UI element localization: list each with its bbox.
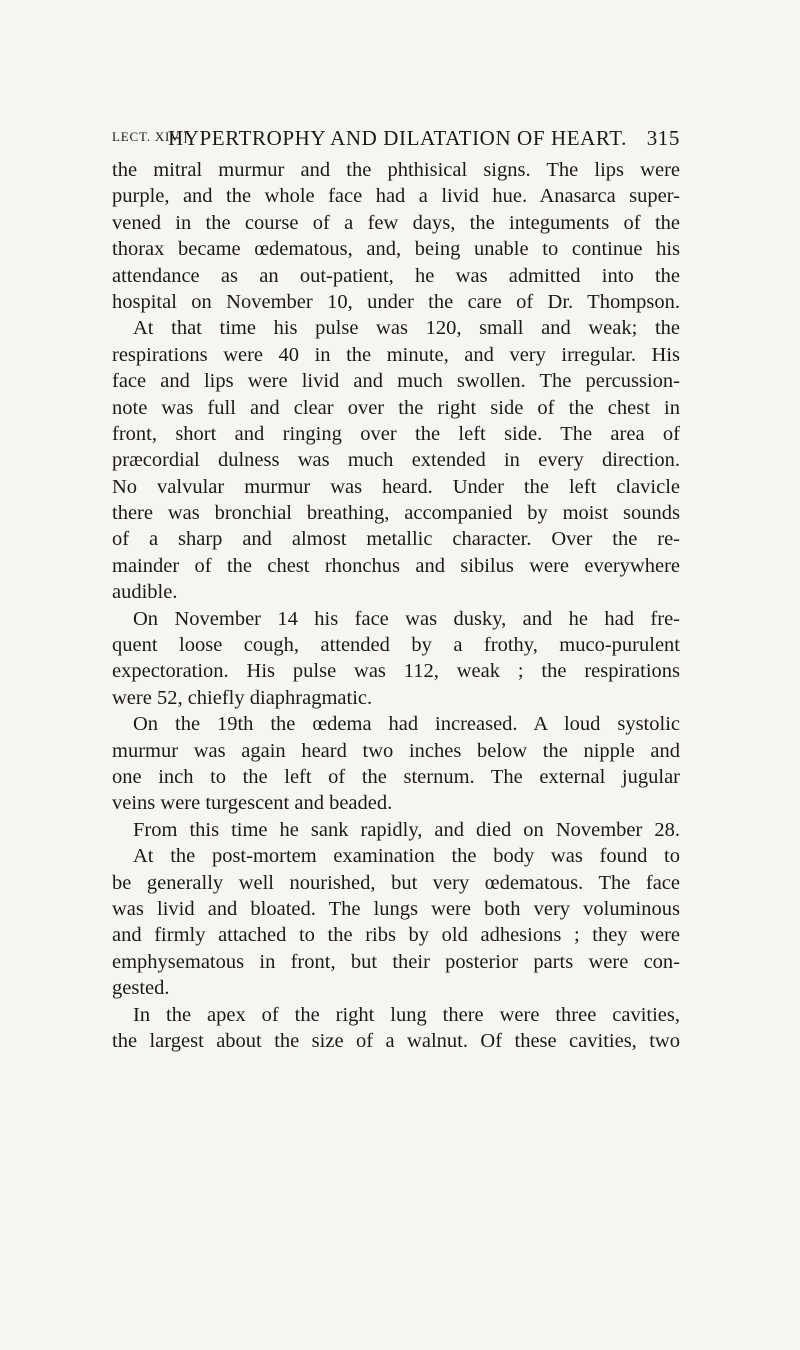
text-line: of a sharp and almost metallic character. Over the re- — [112, 528, 680, 551]
running-head — [112, 126, 680, 154]
text-line: purple, and the whole face had a livid hue. Anasarca super- — [112, 185, 680, 208]
text-line: At the post-mortem examination the body was found to — [133, 845, 680, 868]
text-line: face and lips were livid and much swollen. The percussion- — [112, 370, 680, 393]
text-line: On the 19th the œdema had increased. A loud systolic — [133, 713, 680, 736]
text-line: No valvular murmur was heard. Under the left clavicle — [112, 475, 680, 498]
text-line: In the apex of the right lung there were three cavities, — [133, 1003, 680, 1026]
text-line: front, short and ringing over the left side. The area of — [112, 422, 680, 445]
text-line: was livid and bloated. The lungs were both very voluminous — [112, 897, 680, 920]
text-line: veins were turgescent and beaded. — [112, 792, 393, 815]
text-line: the largest about the size of a walnut. Of these cavities, two — [112, 1029, 680, 1052]
text-line: thorax became œdematous, and, being unable to continue his — [112, 238, 680, 261]
text-line: expectoration. His pulse was 112, weak ; the respirations — [112, 660, 680, 683]
section-label: LECT. XIV.] — [112, 129, 188, 144]
text-line: audible. — [112, 581, 178, 604]
page-number: 315 — [646, 126, 680, 150]
text-line: vened in the course of a few days, the integuments of the — [112, 211, 680, 234]
text-line: one inch to the left of the sternum. The external jugular — [112, 765, 680, 788]
text-line: note was full and clear over the right side of the chest in — [112, 396, 680, 419]
text-line: were 52, chiefly diaphragmatic. — [112, 686, 373, 709]
text-line: attendance as an out-patient, he was admitted into the — [112, 264, 680, 287]
text-line: præcordial dulness was much extended in every direction. — [112, 449, 680, 472]
text-line: From this time he sank rapidly, and died on November 28. — [133, 818, 680, 841]
text-line: On November 14 his face was dusky, and he had fre- — [133, 607, 680, 630]
body-text — [112, 157, 680, 1054]
text-line: emphysematous in front, but their posterior parts were con- — [112, 950, 680, 973]
text-line: the mitral murmur and the phthisical signs. The lips were — [112, 159, 680, 181]
text-line: gested. — [112, 977, 170, 1000]
text-line: there was bronchial breathing, accompanied by moist sounds — [112, 502, 680, 525]
text-line: At that time his pulse was 120, small and weak; the — [133, 317, 680, 340]
text-line: mainder of the chest rhonchus and sibilus were everywhere — [112, 554, 680, 577]
text-line: hospital on November 10, under the care of Dr. Thompson. — [112, 290, 680, 313]
text-line: be generally well nourished, but very œdematous. The face — [112, 871, 680, 894]
text-line: and firmly attached to the ribs by old adhesions ; they were — [112, 924, 680, 947]
text-line: quent loose cough, attended by a frothy, muco-purulent — [112, 634, 680, 657]
text-line: respirations were 40 in the minute, and very irregular. His — [112, 343, 680, 366]
text-line: murmur was again heard two inches below the nipple and — [112, 739, 680, 762]
running-title: HYPERTROPHY AND DILATATION OF HEART. — [168, 126, 627, 150]
